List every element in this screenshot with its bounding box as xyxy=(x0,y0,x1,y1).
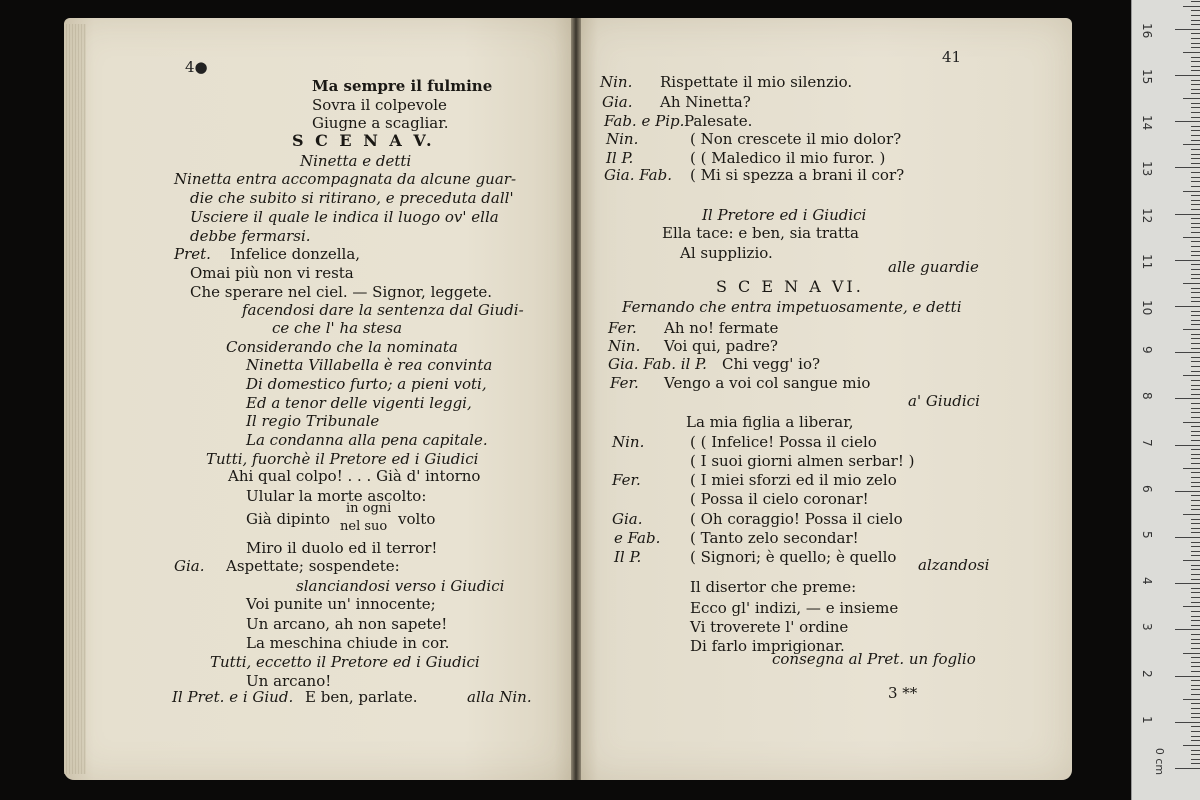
ruler-tick xyxy=(1191,703,1200,704)
left-line: E ben, parlate. xyxy=(305,688,418,706)
right-speaker: Nin. xyxy=(612,433,645,451)
ruler-tick xyxy=(1175,583,1200,584)
left-line: Già dipinto xyxy=(246,510,331,528)
right-speaker: e Fab. xyxy=(614,529,661,547)
ruler-tick xyxy=(1191,597,1200,598)
ruler-tick xyxy=(1183,283,1200,284)
ruler-tick xyxy=(1191,251,1200,252)
ruler-tick xyxy=(1183,144,1200,145)
ruler-tick xyxy=(1191,371,1200,372)
ruler-tick xyxy=(1191,149,1200,150)
ruler-tick xyxy=(1191,274,1200,275)
ruler-tick xyxy=(1191,357,1200,358)
left-line: Ma sempre il fulmine xyxy=(312,77,493,95)
right-page-signature: 3 ** xyxy=(888,684,918,702)
ruler-tick xyxy=(1191,671,1200,672)
left-line: Tutti, eccetto il Pretore ed i Giudici xyxy=(210,653,480,671)
left-line: Ninetta entra accompagnata da alcune guar- xyxy=(174,170,517,188)
ruler-tick xyxy=(1191,264,1200,265)
ruler-tick xyxy=(1191,246,1200,247)
right-line: Palesate. xyxy=(684,112,753,130)
ruler-number: 4 xyxy=(1140,577,1154,585)
ruler-tick xyxy=(1175,445,1200,446)
ruler-tick xyxy=(1175,398,1200,399)
ruler-tick xyxy=(1191,311,1200,312)
ruler-tick xyxy=(1191,38,1200,39)
ruler-tick xyxy=(1191,324,1200,325)
ruler-tick xyxy=(1191,736,1200,737)
left-line: La condanna alla pena capitale. xyxy=(246,431,488,449)
ruler-tick xyxy=(1191,154,1200,155)
right-line: ( Signori; è quello; è quello xyxy=(690,548,897,566)
left-line: slanciandosi verso i Giudici xyxy=(296,577,505,595)
ruler-tick xyxy=(1191,195,1200,196)
ruler-tick xyxy=(1191,255,1200,256)
ruler-tick xyxy=(1183,699,1200,700)
ruler-tick xyxy=(1191,10,1200,11)
ruler-tick xyxy=(1191,532,1200,533)
ruler-number: 5 xyxy=(1140,531,1154,539)
ruler-tick xyxy=(1183,98,1200,99)
left-line: Il regio Tribunale xyxy=(246,412,380,430)
ruler-tick xyxy=(1191,301,1200,302)
ruler-number: 1 xyxy=(1140,715,1154,724)
right-speaker: Il P. xyxy=(614,548,642,566)
ruler-tick xyxy=(1191,315,1200,316)
right-line: ( I miei sforzi ed il mio zelo xyxy=(690,471,897,489)
right-line: S C E N A VI. xyxy=(716,277,864,296)
ruler-tick xyxy=(1191,385,1200,386)
ruler-tick xyxy=(1191,509,1200,510)
left-line: ce che l' ha stesa xyxy=(272,319,403,337)
ruler-tick xyxy=(1191,84,1200,85)
ruler-tick xyxy=(1191,657,1200,658)
ruler-tick xyxy=(1191,241,1200,242)
ruler-tick xyxy=(1191,348,1200,349)
ruler-tick xyxy=(1183,745,1200,746)
right-speaker: Fer. xyxy=(610,374,639,392)
ruler-tick xyxy=(1175,121,1200,122)
ruler-tick xyxy=(1191,620,1200,621)
ruler-tick xyxy=(1191,47,1200,48)
left-line: die che subito si ritirano, e preceduta dall' xyxy=(190,189,514,207)
left-line: Ulular la morte ascolto: xyxy=(246,487,427,505)
left-line: Ahi qual colpo! . . . Già d' intorno xyxy=(228,467,481,485)
right-line: Fernando che entra impetuosamente, e detti xyxy=(622,298,962,316)
ruler-tick xyxy=(1183,653,1200,654)
left-line: Infelice donzella, xyxy=(230,245,361,263)
ruler-tick xyxy=(1183,468,1200,469)
ruler-tick xyxy=(1191,57,1200,58)
ruler-tick xyxy=(1175,537,1200,538)
ruler-tick xyxy=(1191,297,1200,298)
ruler-tick xyxy=(1191,288,1200,289)
ruler-tick xyxy=(1191,343,1200,344)
ruler-tick xyxy=(1191,569,1200,570)
ruler-tick xyxy=(1191,320,1200,321)
ruler-tick xyxy=(1191,555,1200,556)
left-line: Ed a tenor delle vigenti leggi, xyxy=(246,394,472,412)
ruler-tick xyxy=(1191,486,1200,487)
ruler-tick xyxy=(1191,713,1200,714)
ruler-tick xyxy=(1191,662,1200,663)
right-line: Il disertor che preme: xyxy=(690,578,857,596)
ruler-tick xyxy=(1191,546,1200,547)
ruler-tick xyxy=(1191,24,1200,25)
left-line: Tutti, fuorchè il Pretore ed i Giudici xyxy=(206,450,479,468)
ruler-tick xyxy=(1191,426,1200,427)
ruler-tick xyxy=(1191,334,1200,335)
ruler-tick xyxy=(1175,167,1200,168)
ruler-tick xyxy=(1191,574,1200,575)
right-speaker: Gia. Fab. xyxy=(604,166,672,184)
ruler-tick xyxy=(1191,93,1200,94)
ruler-number: 6 xyxy=(1140,484,1154,493)
ruler-tick xyxy=(1191,43,1200,44)
ruler-number: 9 xyxy=(1140,346,1154,354)
ruler-tick xyxy=(1191,186,1200,187)
ruler-tick xyxy=(1191,177,1200,178)
ruler-tick xyxy=(1191,477,1200,478)
ruler-number: 12 xyxy=(1140,207,1154,223)
left-line: Usciere il quale le indica il luogo ov' ella xyxy=(190,208,499,226)
ruler-tick xyxy=(1191,689,1200,690)
ruler-tick xyxy=(1191,495,1200,496)
ruler-tick xyxy=(1191,366,1200,367)
ruler-tick xyxy=(1191,435,1200,436)
ruler-tick xyxy=(1191,218,1200,219)
ruler-tick xyxy=(1191,417,1200,418)
ruler-tick xyxy=(1191,227,1200,228)
right-speaker: Fer. xyxy=(608,319,637,337)
right-line: Vengo a voi col sangue mio xyxy=(664,374,871,392)
right-line: alle guardie xyxy=(888,258,979,276)
ruler-tick xyxy=(1191,648,1200,649)
ruler-tick xyxy=(1191,403,1200,404)
ruler-number: 13 xyxy=(1140,161,1154,177)
right-line: Vi troverete l' ordine xyxy=(690,618,849,636)
measuring-ruler xyxy=(1131,0,1200,800)
ruler-tick xyxy=(1191,519,1200,520)
right-line: Ah no! fermate xyxy=(664,319,779,337)
ruler-tick xyxy=(1191,292,1200,293)
ruler-tick xyxy=(1191,126,1200,127)
right-line: La mia figlia a liberar, xyxy=(686,413,854,431)
ruler-tick xyxy=(1191,1,1200,2)
ruler-tick xyxy=(1191,117,1200,118)
left-line: Di domestico furto; a pieni voti, xyxy=(246,375,487,393)
ruler-tick xyxy=(1191,551,1200,552)
ruler-tick xyxy=(1191,107,1200,108)
ruler-number: 8 xyxy=(1140,392,1154,401)
ruler-number: 11 xyxy=(1140,253,1154,270)
right-line: ( I suoi giorni almen serbar! ) xyxy=(690,452,915,470)
left-line: Un arcano! xyxy=(246,672,332,690)
ruler-tick xyxy=(1191,112,1200,113)
left-line: Ninetta Villabella è rea convinta xyxy=(246,356,493,374)
ruler-tick xyxy=(1175,306,1200,307)
left-line: debbe fermarsi. xyxy=(190,227,311,245)
ruler-tick xyxy=(1191,80,1200,81)
left-line: Giugne a scagliar. xyxy=(312,114,449,132)
ruler-tick xyxy=(1191,482,1200,483)
ruler-tick xyxy=(1191,680,1200,681)
ruler-tick xyxy=(1183,6,1200,7)
left-stage-direction: alla Nin. xyxy=(467,688,532,706)
right-speaker: Il P. xyxy=(606,149,634,167)
ruler-tick xyxy=(1191,588,1200,589)
ruler-tick xyxy=(1191,454,1200,455)
ruler-tick xyxy=(1191,458,1200,459)
ruler-tick xyxy=(1191,500,1200,501)
ruler-tick xyxy=(1183,560,1200,561)
ruler-tick xyxy=(1191,15,1200,16)
right-page-number: 41 xyxy=(942,48,962,66)
ruler-tick xyxy=(1191,708,1200,709)
right-speaker: Gia. xyxy=(602,93,633,111)
ruler-tick xyxy=(1191,634,1200,635)
ruler-tick xyxy=(1175,491,1200,492)
right-speaker: Fab. e Pip. xyxy=(604,112,685,130)
right-line: ( ( Maledico il mio furor. ) xyxy=(690,149,886,167)
left-line-tail: volto xyxy=(398,510,436,528)
ruler-tick xyxy=(1191,89,1200,90)
ruler-number: 15 xyxy=(1140,69,1154,85)
ruler-tick xyxy=(1191,565,1200,566)
ruler-tick xyxy=(1191,592,1200,593)
ruler-tick xyxy=(1191,505,1200,506)
left-line-variant-upper: in ogni xyxy=(346,501,392,516)
ruler-tick xyxy=(1191,394,1200,395)
left-line: Aspettate; sospendete: xyxy=(226,557,400,575)
ruler-tick xyxy=(1191,181,1200,182)
ruler-tick xyxy=(1191,523,1200,524)
right-speaker: Fer. xyxy=(612,471,641,489)
ruler-tick xyxy=(1191,163,1200,164)
ruler-tick xyxy=(1191,579,1200,580)
ruler-tick xyxy=(1191,70,1200,71)
ruler-tick xyxy=(1191,412,1200,413)
right-line: ( Oh coraggio! Possa il cielo xyxy=(690,510,903,528)
right-line: ( ( Infelice! Possa il cielo xyxy=(690,433,877,451)
ruler-tick xyxy=(1191,472,1200,473)
right-line: Chi vegg' io? xyxy=(722,355,821,373)
left-speaker: Il Pret. e i Giud. xyxy=(172,688,294,706)
ruler-number: 14 xyxy=(1140,115,1154,131)
ruler-tick xyxy=(1183,606,1200,607)
ruler-tick xyxy=(1183,422,1200,423)
ruler-tick xyxy=(1183,52,1200,53)
left-line: S C E N A V. xyxy=(292,131,435,150)
left-speaker: Gia. xyxy=(174,557,205,575)
ruler-tick xyxy=(1191,209,1200,210)
right-line: Voi qui, padre? xyxy=(664,337,778,355)
ruler-tick xyxy=(1183,191,1200,192)
ruler-tick xyxy=(1175,629,1200,630)
ruler-tick xyxy=(1191,380,1200,381)
right-line: Rispettate il mio silenzio. xyxy=(660,73,853,91)
ruler-tick xyxy=(1191,685,1200,686)
right-line: Al supplizio. xyxy=(680,244,773,262)
ruler-tick xyxy=(1191,750,1200,751)
ruler-tick xyxy=(1191,763,1200,764)
right-line: ( Non crescete il mio dolor? xyxy=(690,130,902,148)
right-speaker: Nin. xyxy=(606,130,639,148)
ruler-tick xyxy=(1191,200,1200,201)
ruler-tick xyxy=(1191,130,1200,131)
left-line: Miro il duolo ed il terror! xyxy=(246,539,438,557)
ruler-tick xyxy=(1191,625,1200,626)
ruler-tick xyxy=(1175,260,1200,261)
left-line-variant-lower: nel suo xyxy=(340,519,388,534)
ruler-number: 2 xyxy=(1140,669,1154,678)
left-line: Ninetta e detti xyxy=(300,152,412,170)
ruler-tick xyxy=(1191,135,1200,136)
ruler-tick xyxy=(1191,269,1200,270)
ruler-number: 16 xyxy=(1140,22,1154,39)
ruler-tick xyxy=(1191,726,1200,727)
ruler-tick xyxy=(1191,223,1200,224)
left-line: La meschina chiude in cor. xyxy=(246,634,450,652)
ruler-tick xyxy=(1191,643,1200,644)
ruler-tick xyxy=(1191,754,1200,755)
right-line: a' Giudici xyxy=(908,392,980,410)
ruler-tick xyxy=(1183,514,1200,515)
left-line: facendosi dare la sentenza dal Giudi- xyxy=(242,301,524,319)
ruler-number: 10 xyxy=(1140,300,1154,316)
left-line: Considerando che la nominata xyxy=(226,338,458,356)
ruler-tick xyxy=(1191,158,1200,159)
ruler-tick xyxy=(1191,694,1200,695)
ruler-tick xyxy=(1191,611,1200,612)
ruler-tick xyxy=(1175,768,1200,769)
ruler-unit-label: 0 cm xyxy=(1153,747,1167,776)
right-line: ( Possa il cielo coronar! xyxy=(690,490,869,508)
ruler-tick xyxy=(1191,408,1200,409)
ruler-tick xyxy=(1191,172,1200,173)
left-speaker: Pret. xyxy=(174,245,211,263)
book-gutter xyxy=(571,18,581,780)
ruler-tick xyxy=(1191,759,1200,760)
ruler-tick xyxy=(1191,616,1200,617)
ruler-tick xyxy=(1191,338,1200,339)
right-line: Ella tace: e ben, sia tratta xyxy=(662,224,859,242)
ruler-tick xyxy=(1175,722,1200,723)
right-line: ( Mi si spezza a brani il cor? xyxy=(690,166,905,184)
ruler-tick xyxy=(1175,676,1200,677)
ruler-tick xyxy=(1183,237,1200,238)
ruler-tick xyxy=(1175,75,1200,76)
right-line: Ecco gl' indizi, — e insieme xyxy=(690,599,899,617)
ruler-tick xyxy=(1191,731,1200,732)
ruler-number: 3 xyxy=(1140,623,1154,632)
right-speaker: Nin. xyxy=(608,337,641,355)
ruler-number: 7 xyxy=(1140,438,1154,447)
ruler-tick xyxy=(1191,20,1200,21)
ruler-tick xyxy=(1175,214,1200,215)
ruler-tick xyxy=(1191,61,1200,62)
ruler-tick xyxy=(1191,278,1200,279)
ruler-tick xyxy=(1191,440,1200,441)
ruler-tick xyxy=(1191,361,1200,362)
ruler-tick xyxy=(1191,389,1200,390)
ruler-tick xyxy=(1191,204,1200,205)
ruler-tick xyxy=(1191,463,1200,464)
ruler-tick xyxy=(1191,528,1200,529)
left-line: Omai più non vi resta xyxy=(190,264,354,282)
right-line: consegna al Pret. un foglio xyxy=(772,650,976,668)
left-line: Sovra il colpevole xyxy=(312,96,447,114)
ruler-tick xyxy=(1191,431,1200,432)
ruler-tick xyxy=(1183,375,1200,376)
left-line: Un arcano, ah non sapete! xyxy=(246,615,448,633)
left-page-edges xyxy=(64,24,86,774)
right-line: Ah Ninetta? xyxy=(660,93,751,111)
right-line: alzandosi xyxy=(918,556,990,574)
right-speaker: Gia. Fab. il P. xyxy=(608,355,707,373)
right-speaker: Gia. xyxy=(612,510,643,528)
right-line: Il Pretore ed i Giudici xyxy=(702,206,867,224)
ruler-tick xyxy=(1191,232,1200,233)
ruler-tick xyxy=(1183,329,1200,330)
ruler-tick xyxy=(1191,666,1200,667)
ruler-tick xyxy=(1191,740,1200,741)
ruler-tick xyxy=(1191,449,1200,450)
ruler-tick xyxy=(1191,140,1200,141)
left-line: Che sperare nel ciel. — Signor, leggete. xyxy=(190,283,493,301)
ruler-tick xyxy=(1191,639,1200,640)
left-line: Voi punite un' innocente; xyxy=(246,595,436,613)
ruler-tick xyxy=(1191,33,1200,34)
left-page-number: 4● xyxy=(185,58,208,76)
ruler-tick xyxy=(1175,352,1200,353)
right-speaker: Nin. xyxy=(600,73,633,91)
right-line: Di farlo imprigionar. xyxy=(690,637,845,655)
ruler-tick xyxy=(1175,29,1200,30)
ruler-tick xyxy=(1191,717,1200,718)
ruler-tick xyxy=(1191,103,1200,104)
right-line: ( Tanto zelo secondar! xyxy=(690,529,859,547)
ruler-tick xyxy=(1191,66,1200,67)
ruler-tick xyxy=(1191,602,1200,603)
ruler-tick xyxy=(1191,542,1200,543)
